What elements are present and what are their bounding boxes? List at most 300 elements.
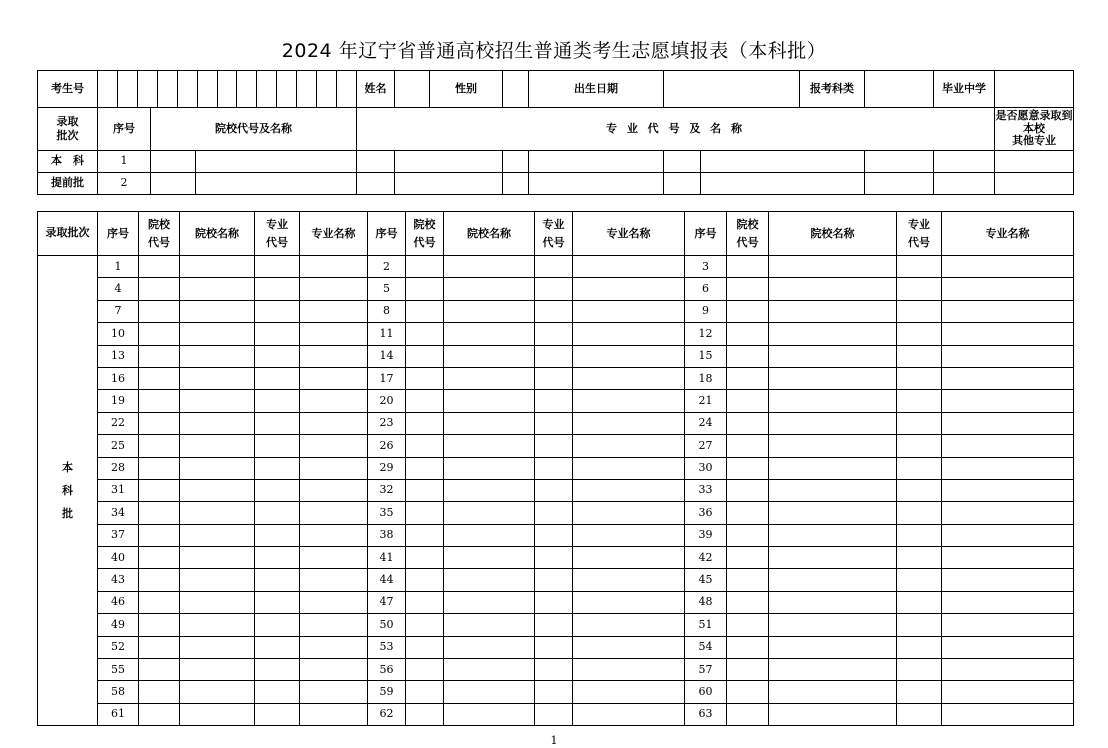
major-name-cell[interactable]	[942, 681, 1074, 703]
major-name-cell[interactable]	[573, 703, 685, 725]
major-name-cell[interactable]	[300, 300, 368, 322]
college-name-cell[interactable]	[769, 681, 897, 703]
college-code-cell[interactable]	[406, 367, 444, 389]
early-major-code-1[interactable]	[357, 173, 395, 195]
college-code-cell[interactable]	[139, 614, 180, 636]
major-code-cell[interactable]	[535, 390, 573, 412]
major-code-cell[interactable]	[255, 591, 300, 613]
major-code-cell[interactable]	[535, 300, 573, 322]
college-code-cell[interactable]	[139, 479, 180, 501]
college-code-cell[interactable]	[139, 659, 180, 681]
major-code-cell[interactable]	[897, 435, 942, 457]
major-code-cell[interactable]	[535, 278, 573, 300]
college-code-cell[interactable]	[406, 502, 444, 524]
college-name-cell[interactable]	[769, 278, 897, 300]
college-name-cell[interactable]	[444, 345, 535, 367]
early-major-name-3[interactable]	[701, 173, 865, 195]
major-name-cell[interactable]	[573, 502, 685, 524]
major-code-cell[interactable]	[535, 457, 573, 479]
college-name-cell[interactable]	[444, 412, 535, 434]
college-code-cell[interactable]	[139, 367, 180, 389]
major-name-cell[interactable]	[300, 390, 368, 412]
major-name-cell[interactable]	[942, 591, 1074, 613]
major-name-cell[interactable]	[300, 569, 368, 591]
major-name-cell[interactable]	[300, 659, 368, 681]
college-name-cell[interactable]	[180, 457, 255, 479]
college-name-cell[interactable]	[180, 703, 255, 725]
college-name-cell[interactable]	[444, 591, 535, 613]
major-name-cell[interactable]	[300, 323, 368, 345]
major-code-cell[interactable]	[897, 524, 942, 546]
early-major-name-1[interactable]	[395, 173, 503, 195]
school-field[interactable]	[995, 71, 1074, 108]
college-code-cell[interactable]	[406, 703, 444, 725]
exam-no-digit-box[interactable]	[277, 71, 297, 107]
early-major-name-1[interactable]	[395, 151, 503, 173]
major-name-cell[interactable]	[942, 703, 1074, 725]
major-name-cell[interactable]	[942, 323, 1074, 345]
major-code-cell[interactable]	[255, 659, 300, 681]
college-code-cell[interactable]	[727, 323, 769, 345]
major-name-cell[interactable]	[573, 256, 685, 278]
college-name-cell[interactable]	[769, 323, 897, 345]
col-college-code: 院校 代号	[406, 212, 444, 256]
exam-no-digit-box[interactable]	[158, 71, 178, 107]
major-name-cell[interactable]	[573, 591, 685, 613]
major-name-cell[interactable]	[942, 345, 1074, 367]
major-code-cell[interactable]	[897, 278, 942, 300]
major-code-cell[interactable]	[535, 502, 573, 524]
college-name-cell[interactable]	[180, 367, 255, 389]
college-code-cell[interactable]	[727, 524, 769, 546]
early-major-name-3[interactable]	[701, 151, 865, 173]
exam-no-field[interactable]	[98, 71, 357, 108]
major-name-cell[interactable]	[300, 636, 368, 658]
major-name-cell[interactable]	[573, 345, 685, 367]
college-code-cell[interactable]	[727, 502, 769, 524]
major-name-cell[interactable]	[942, 457, 1074, 479]
college-code-cell[interactable]	[139, 278, 180, 300]
early-row	[38, 151, 1074, 173]
early-major-code-2[interactable]	[503, 173, 529, 195]
major-code-cell[interactable]	[255, 435, 300, 457]
college-code-cell[interactable]	[727, 256, 769, 278]
college-name-cell[interactable]	[769, 502, 897, 524]
college-code-cell[interactable]	[406, 390, 444, 412]
major-code-cell[interactable]	[255, 300, 300, 322]
major-code-cell[interactable]	[535, 547, 573, 569]
college-code-cell[interactable]	[406, 479, 444, 501]
college-code-cell[interactable]	[139, 435, 180, 457]
gender-field[interactable]	[503, 71, 529, 108]
college-name-cell[interactable]	[769, 547, 897, 569]
college-name-cell[interactable]	[769, 569, 897, 591]
college-code-cell[interactable]	[139, 524, 180, 546]
major-name-cell[interactable]	[573, 681, 685, 703]
exam-no-digit-box[interactable]	[118, 71, 138, 107]
college-code-cell[interactable]	[727, 390, 769, 412]
major-code-cell[interactable]	[535, 412, 573, 434]
major-name-cell[interactable]	[942, 412, 1074, 434]
major-code-cell[interactable]	[535, 681, 573, 703]
college-code-cell[interactable]	[406, 457, 444, 479]
college-code-cell[interactable]	[727, 591, 769, 613]
major-name-cell[interactable]	[300, 479, 368, 501]
college-code-cell[interactable]	[139, 412, 180, 434]
major-code-cell[interactable]	[535, 367, 573, 389]
major-name-cell[interactable]	[942, 636, 1074, 658]
major-code-cell[interactable]	[255, 524, 300, 546]
major-name-cell[interactable]	[573, 636, 685, 658]
exam-no-digit-box[interactable]	[257, 71, 277, 107]
college-name-cell[interactable]	[769, 345, 897, 367]
college-code-cell[interactable]	[406, 659, 444, 681]
major-name-cell[interactable]	[573, 412, 685, 434]
major-name-cell[interactable]	[300, 412, 368, 434]
college-name-cell[interactable]	[180, 412, 255, 434]
college-name-cell[interactable]	[180, 659, 255, 681]
major-name-cell[interactable]	[300, 502, 368, 524]
major-name-cell[interactable]	[942, 547, 1074, 569]
college-code-cell[interactable]	[406, 412, 444, 434]
major-name-cell[interactable]	[573, 569, 685, 591]
college-name-cell[interactable]	[180, 524, 255, 546]
college-code-cell[interactable]	[727, 435, 769, 457]
college-name-cell[interactable]	[769, 524, 897, 546]
early-college-code[interactable]	[151, 151, 196, 173]
major-name-cell[interactable]	[942, 367, 1074, 389]
college-code-cell[interactable]	[406, 323, 444, 345]
major-name-cell[interactable]	[300, 457, 368, 479]
college-name-cell[interactable]	[444, 278, 535, 300]
college-name-cell[interactable]	[180, 569, 255, 591]
major-code-cell[interactable]	[255, 367, 300, 389]
college-code-cell[interactable]	[406, 591, 444, 613]
major-name-cell[interactable]	[942, 256, 1074, 278]
early-major-code-4[interactable]	[865, 151, 934, 173]
college-name-cell[interactable]	[769, 479, 897, 501]
seq-cell: 32	[368, 479, 406, 501]
college-name-cell[interactable]	[769, 659, 897, 681]
exam-no-digit-box[interactable]	[98, 71, 118, 107]
major-code-cell[interactable]	[535, 703, 573, 725]
major-name-cell[interactable]	[942, 524, 1074, 546]
exam-no-digit-box[interactable]	[337, 71, 356, 107]
college-name-cell[interactable]	[180, 435, 255, 457]
college-name-cell[interactable]	[769, 703, 897, 725]
major-code-cell[interactable]	[535, 435, 573, 457]
college-name-cell[interactable]	[180, 636, 255, 658]
college-code-cell[interactable]	[727, 547, 769, 569]
college-code-cell[interactable]	[727, 457, 769, 479]
college-name-cell[interactable]	[769, 390, 897, 412]
early-accept[interactable]	[995, 151, 1074, 173]
major-name-cell[interactable]	[942, 390, 1074, 412]
major-name-cell[interactable]	[573, 390, 685, 412]
major-name-cell[interactable]	[573, 547, 685, 569]
early-major-code-4[interactable]	[865, 173, 934, 195]
major-name-cell[interactable]	[942, 659, 1074, 681]
college-code-cell[interactable]	[727, 569, 769, 591]
college-code-cell[interactable]	[406, 435, 444, 457]
major-code-cell[interactable]	[535, 636, 573, 658]
college-code-cell[interactable]	[406, 547, 444, 569]
college-code-cell[interactable]	[139, 323, 180, 345]
college-code-cell[interactable]	[727, 659, 769, 681]
college-name-cell[interactable]	[180, 256, 255, 278]
college-code-cell[interactable]	[727, 636, 769, 658]
major-name-cell[interactable]	[300, 278, 368, 300]
major-name-cell[interactable]	[573, 278, 685, 300]
college-code-cell[interactable]	[406, 614, 444, 636]
major-name-cell[interactable]	[942, 479, 1074, 501]
college-code-cell[interactable]	[139, 390, 180, 412]
major-code-cell[interactable]	[255, 457, 300, 479]
major-code-cell[interactable]	[535, 345, 573, 367]
early-major-name-4[interactable]	[934, 151, 995, 173]
college-name-cell[interactable]	[444, 502, 535, 524]
major-name-cell[interactable]	[300, 524, 368, 546]
major-code-cell[interactable]	[897, 256, 942, 278]
college-name-cell[interactable]	[769, 435, 897, 457]
major-name-cell[interactable]	[300, 367, 368, 389]
college-name-cell[interactable]	[769, 412, 897, 434]
exam-no-digit-box[interactable]	[138, 71, 158, 107]
college-name-cell[interactable]	[444, 323, 535, 345]
major-name-cell[interactable]	[300, 345, 368, 367]
college-name-cell[interactable]	[444, 435, 535, 457]
major-code-cell[interactable]	[255, 502, 300, 524]
major-code-cell[interactable]	[535, 569, 573, 591]
major-name-cell[interactable]	[573, 659, 685, 681]
major-name-cell[interactable]	[573, 457, 685, 479]
major-code-cell[interactable]	[535, 614, 573, 636]
subject-field[interactable]	[865, 71, 934, 108]
major-name-cell[interactable]	[300, 591, 368, 613]
college-name-cell[interactable]	[444, 681, 535, 703]
college-code-cell[interactable]	[727, 300, 769, 322]
major-name-cell[interactable]	[942, 278, 1074, 300]
college-name-cell[interactable]	[444, 703, 535, 725]
college-name-cell[interactable]	[444, 547, 535, 569]
early-major-code-3[interactable]	[664, 151, 701, 173]
college-code-cell[interactable]	[406, 524, 444, 546]
major-code-cell[interactable]	[255, 681, 300, 703]
college-code-cell[interactable]	[406, 278, 444, 300]
major-code-cell[interactable]	[255, 256, 300, 278]
college-code-cell[interactable]	[139, 345, 180, 367]
exam-no-digit-box[interactable]	[317, 71, 337, 107]
college-name-cell[interactable]	[769, 614, 897, 636]
major-code-cell[interactable]	[897, 479, 942, 501]
college-name-cell[interactable]	[769, 591, 897, 613]
major-code-cell[interactable]	[897, 345, 942, 367]
college-name-cell[interactable]	[444, 524, 535, 546]
exam-no-digit-box[interactable]	[178, 71, 198, 107]
major-name-cell[interactable]	[942, 300, 1074, 322]
college-name-cell[interactable]	[769, 300, 897, 322]
college-code-cell[interactable]	[139, 569, 180, 591]
major-code-cell[interactable]	[255, 323, 300, 345]
college-code-cell[interactable]	[406, 345, 444, 367]
college-code-cell[interactable]	[406, 636, 444, 658]
birth-field[interactable]	[664, 71, 800, 108]
major-code-cell[interactable]	[535, 256, 573, 278]
major-code-cell[interactable]	[897, 569, 942, 591]
college-name-cell[interactable]	[180, 278, 255, 300]
college-code-cell[interactable]	[139, 457, 180, 479]
major-code-cell[interactable]	[897, 367, 942, 389]
early-major-name-2[interactable]	[529, 173, 664, 195]
early-major-name-2[interactable]	[529, 151, 664, 173]
batch-label: 本 科 批	[38, 256, 98, 726]
college-code-cell[interactable]	[139, 547, 180, 569]
col-major-code: 专业 代号	[897, 212, 942, 256]
college-code-cell[interactable]	[727, 703, 769, 725]
college-name-cell[interactable]	[769, 367, 897, 389]
early-college-name[interactable]	[196, 173, 357, 195]
major-code-cell[interactable]	[255, 569, 300, 591]
col-college-name: 院校名称	[444, 212, 535, 256]
college-code-cell[interactable]	[406, 569, 444, 591]
college-name-cell[interactable]	[180, 502, 255, 524]
college-code-cell[interactable]	[727, 614, 769, 636]
major-code-cell[interactable]	[897, 614, 942, 636]
major-name-cell[interactable]	[942, 502, 1074, 524]
major-name-cell[interactable]	[942, 569, 1074, 591]
college-name-cell[interactable]	[444, 614, 535, 636]
college-code-cell[interactable]	[139, 502, 180, 524]
college-name-cell[interactable]	[444, 659, 535, 681]
major-code-cell[interactable]	[255, 278, 300, 300]
exam-no-digit-box[interactable]	[198, 71, 218, 107]
major-code-cell[interactable]	[535, 524, 573, 546]
college-code-cell[interactable]	[139, 300, 180, 322]
major-code-cell[interactable]	[897, 502, 942, 524]
seq-cell: 63	[685, 703, 727, 725]
major-code-cell[interactable]	[535, 659, 573, 681]
major-name-cell[interactable]	[573, 435, 685, 457]
major-code-cell[interactable]	[897, 323, 942, 345]
college-code-cell[interactable]	[406, 256, 444, 278]
college-code-cell[interactable]	[139, 681, 180, 703]
major-name-cell[interactable]	[573, 323, 685, 345]
college-name-cell[interactable]	[180, 479, 255, 501]
major-code-cell[interactable]	[897, 390, 942, 412]
college-name-cell[interactable]	[180, 390, 255, 412]
college-code-cell[interactable]	[727, 278, 769, 300]
major-name-cell[interactable]	[300, 256, 368, 278]
major-code-cell[interactable]	[897, 412, 942, 434]
major-code-cell[interactable]	[255, 479, 300, 501]
major-code-cell[interactable]	[897, 703, 942, 725]
major-code-cell[interactable]	[255, 614, 300, 636]
college-name-cell[interactable]	[180, 345, 255, 367]
college-name-cell[interactable]	[769, 457, 897, 479]
college-name-cell[interactable]	[180, 681, 255, 703]
college-code-cell[interactable]	[727, 367, 769, 389]
major-code-cell[interactable]	[535, 323, 573, 345]
major-name-cell[interactable]	[573, 367, 685, 389]
college-name-cell[interactable]	[180, 591, 255, 613]
college-code-cell[interactable]	[139, 591, 180, 613]
major-code-cell[interactable]	[897, 457, 942, 479]
major-code-cell[interactable]	[897, 659, 942, 681]
major-name-cell[interactable]	[573, 614, 685, 636]
major-name-cell[interactable]	[942, 614, 1074, 636]
major-name-cell[interactable]	[300, 547, 368, 569]
major-name-cell[interactable]	[573, 300, 685, 322]
exam-no-digit-box[interactable]	[237, 71, 257, 107]
college-name-cell[interactable]	[180, 547, 255, 569]
major-code-cell[interactable]	[255, 412, 300, 434]
college-name-cell[interactable]	[444, 390, 535, 412]
college-code-cell[interactable]	[406, 681, 444, 703]
college-name-cell[interactable]	[444, 457, 535, 479]
early-college-code[interactable]	[151, 173, 196, 195]
major-code-cell[interactable]	[255, 547, 300, 569]
early-major-name-4[interactable]	[934, 173, 995, 195]
major-name-cell[interactable]	[300, 435, 368, 457]
early-major-code-2[interactable]	[503, 151, 529, 173]
major-code-cell[interactable]	[535, 479, 573, 501]
college-name-cell[interactable]	[180, 300, 255, 322]
college-name-cell[interactable]	[444, 479, 535, 501]
major-code-cell[interactable]	[897, 636, 942, 658]
name-field[interactable]	[395, 71, 430, 108]
college-code-cell[interactable]	[727, 412, 769, 434]
college-name-cell[interactable]	[444, 569, 535, 591]
college-code-cell[interactable]	[727, 479, 769, 501]
college-name-cell[interactable]	[769, 636, 897, 658]
exam-no-digit-box[interactable]	[297, 71, 317, 107]
major-code-cell[interactable]	[897, 547, 942, 569]
major-name-cell[interactable]	[300, 614, 368, 636]
college-name-cell[interactable]	[180, 323, 255, 345]
college-code-cell[interactable]	[727, 681, 769, 703]
early-accept[interactable]	[995, 173, 1074, 195]
college-name-cell[interactable]	[769, 256, 897, 278]
major-code-cell[interactable]	[255, 345, 300, 367]
major-code-cell[interactable]	[255, 703, 300, 725]
major-name-cell[interactable]	[573, 524, 685, 546]
early-major-code-1[interactable]	[357, 151, 395, 173]
major-code-cell[interactable]	[897, 681, 942, 703]
early-college-name[interactable]	[196, 151, 357, 173]
early-major-code-3[interactable]	[664, 173, 701, 195]
college-name-cell[interactable]	[444, 300, 535, 322]
major-code-cell[interactable]	[255, 636, 300, 658]
major-code-cell[interactable]	[897, 591, 942, 613]
major-code-cell[interactable]	[897, 300, 942, 322]
major-code-cell[interactable]	[255, 390, 300, 412]
college-code-cell[interactable]	[406, 300, 444, 322]
college-name-cell[interactable]	[444, 256, 535, 278]
major-name-cell[interactable]	[573, 479, 685, 501]
major-name-cell[interactable]	[300, 703, 368, 725]
college-name-cell[interactable]	[444, 367, 535, 389]
college-code-cell[interactable]	[727, 345, 769, 367]
college-name-cell[interactable]	[444, 636, 535, 658]
college-code-cell[interactable]	[139, 703, 180, 725]
exam-no-digit-box[interactable]	[218, 71, 238, 107]
major-code-cell[interactable]	[535, 591, 573, 613]
college-name-cell[interactable]	[180, 614, 255, 636]
major-name-cell[interactable]	[300, 681, 368, 703]
major-name-cell[interactable]	[942, 435, 1074, 457]
college-code-cell[interactable]	[139, 256, 180, 278]
college-code-cell[interactable]	[139, 636, 180, 658]
